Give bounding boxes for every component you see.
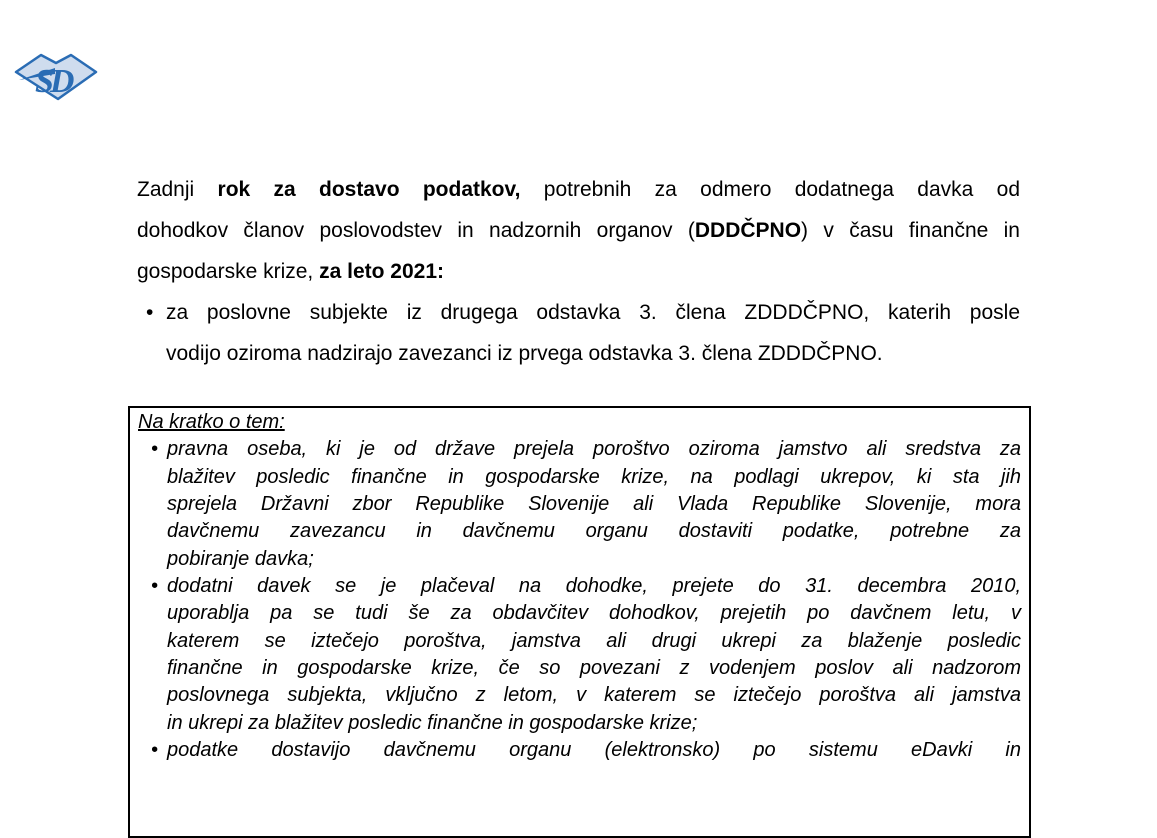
text: blažitev posledic finančne in gospodarske krize, na podlagi ukrepov, ki sta jih bbox=[167, 465, 1021, 488]
list-item bbox=[138, 573, 1021, 737]
text-line bbox=[166, 333, 1020, 374]
info-box-list bbox=[138, 436, 1021, 764]
text-line bbox=[167, 628, 1021, 655]
bold-text: rok za dostavo podatkov, bbox=[217, 178, 521, 201]
sd-logo-icon bbox=[14, 51, 98, 101]
text-line bbox=[167, 573, 1021, 600]
intro-paragraph bbox=[137, 169, 1020, 292]
text-line bbox=[166, 292, 1020, 333]
text-line bbox=[167, 710, 1021, 737]
info-box-heading-text: Na kratko o tem: bbox=[138, 411, 285, 433]
text: podatke dostavijo davčnemu organu (elektronsko) po sistemu eDavki in bbox=[167, 739, 1021, 762]
text: za poslovne subjekte iz drugega odstavka 3. člena ZDDDČPNO, katerih posle bbox=[166, 301, 1020, 324]
logo-letters: SD bbox=[35, 63, 71, 100]
text-line bbox=[167, 464, 1021, 491]
text: davčnemu zavezancu in davčnemu organu dostaviti podatke, potrebne za bbox=[167, 520, 1021, 543]
document-content bbox=[137, 169, 1020, 374]
text-line bbox=[137, 169, 1020, 210]
sd-logo bbox=[14, 51, 98, 101]
text: dohodkov članov poslovodstev in nadzornih organov ( bbox=[137, 219, 695, 242]
list-item bbox=[138, 737, 1021, 764]
text: gospodarske krize, bbox=[137, 260, 320, 283]
text: potrebnih za odmero dodatnega davka od bbox=[520, 178, 1020, 201]
text: ) v času finančne in bbox=[801, 219, 1020, 242]
text-line bbox=[167, 737, 1021, 764]
text: pravna oseba, ki je od države prejela poroštvo oziroma jamstvo ali sredstva za bbox=[167, 438, 1021, 461]
text: Zadnji bbox=[137, 178, 218, 201]
text-line bbox=[167, 436, 1021, 463]
text: dodatni davek se je plačeval na dohodke, prejete do 31. decembra 2010, bbox=[167, 575, 1021, 598]
text: katerem se iztečejo poroštva, jamstva ali drugi ukrepi za blaženje posledic bbox=[167, 629, 1021, 652]
text: in ukrepi za blažitev posledic finančne in gospodarske krize; bbox=[167, 711, 698, 734]
text-line bbox=[137, 251, 1020, 292]
text-line bbox=[167, 491, 1021, 518]
text: finančne in gospodarske krize, če so povezani z vodenjem poslov ali nadzorom bbox=[167, 657, 1021, 680]
text-line bbox=[167, 518, 1021, 545]
text-line bbox=[167, 655, 1021, 682]
text-line bbox=[167, 546, 1021, 573]
text-line bbox=[167, 682, 1021, 709]
list-item bbox=[138, 436, 1021, 573]
bold-text: za leto 2021: bbox=[319, 260, 444, 283]
text: uporablja pa se tudi še za obdavčitev dohodkov, prejetih po davčnem letu, v bbox=[167, 602, 1021, 625]
text-line bbox=[167, 600, 1021, 627]
text: sprejela Državni zbor Republike Slovenije ali Vlada Republike Slovenije, mora bbox=[167, 493, 1021, 516]
info-box-heading bbox=[138, 409, 1021, 436]
deadline-list bbox=[137, 292, 1020, 374]
info-box bbox=[128, 406, 1031, 838]
text: poslovnega subjekta, vključno z letom, v katerem se iztečejo poroštva ali jamstva bbox=[167, 684, 1021, 707]
text-line bbox=[137, 210, 1020, 251]
text: vodijo oziroma nadzirajo zavezanci iz prvega odstavka 3. člena ZDDDČPNO. bbox=[166, 342, 883, 365]
bold-text: DDDČPNO bbox=[694, 219, 802, 242]
list-item bbox=[137, 292, 1020, 374]
text: pobiranje davka; bbox=[167, 547, 314, 570]
